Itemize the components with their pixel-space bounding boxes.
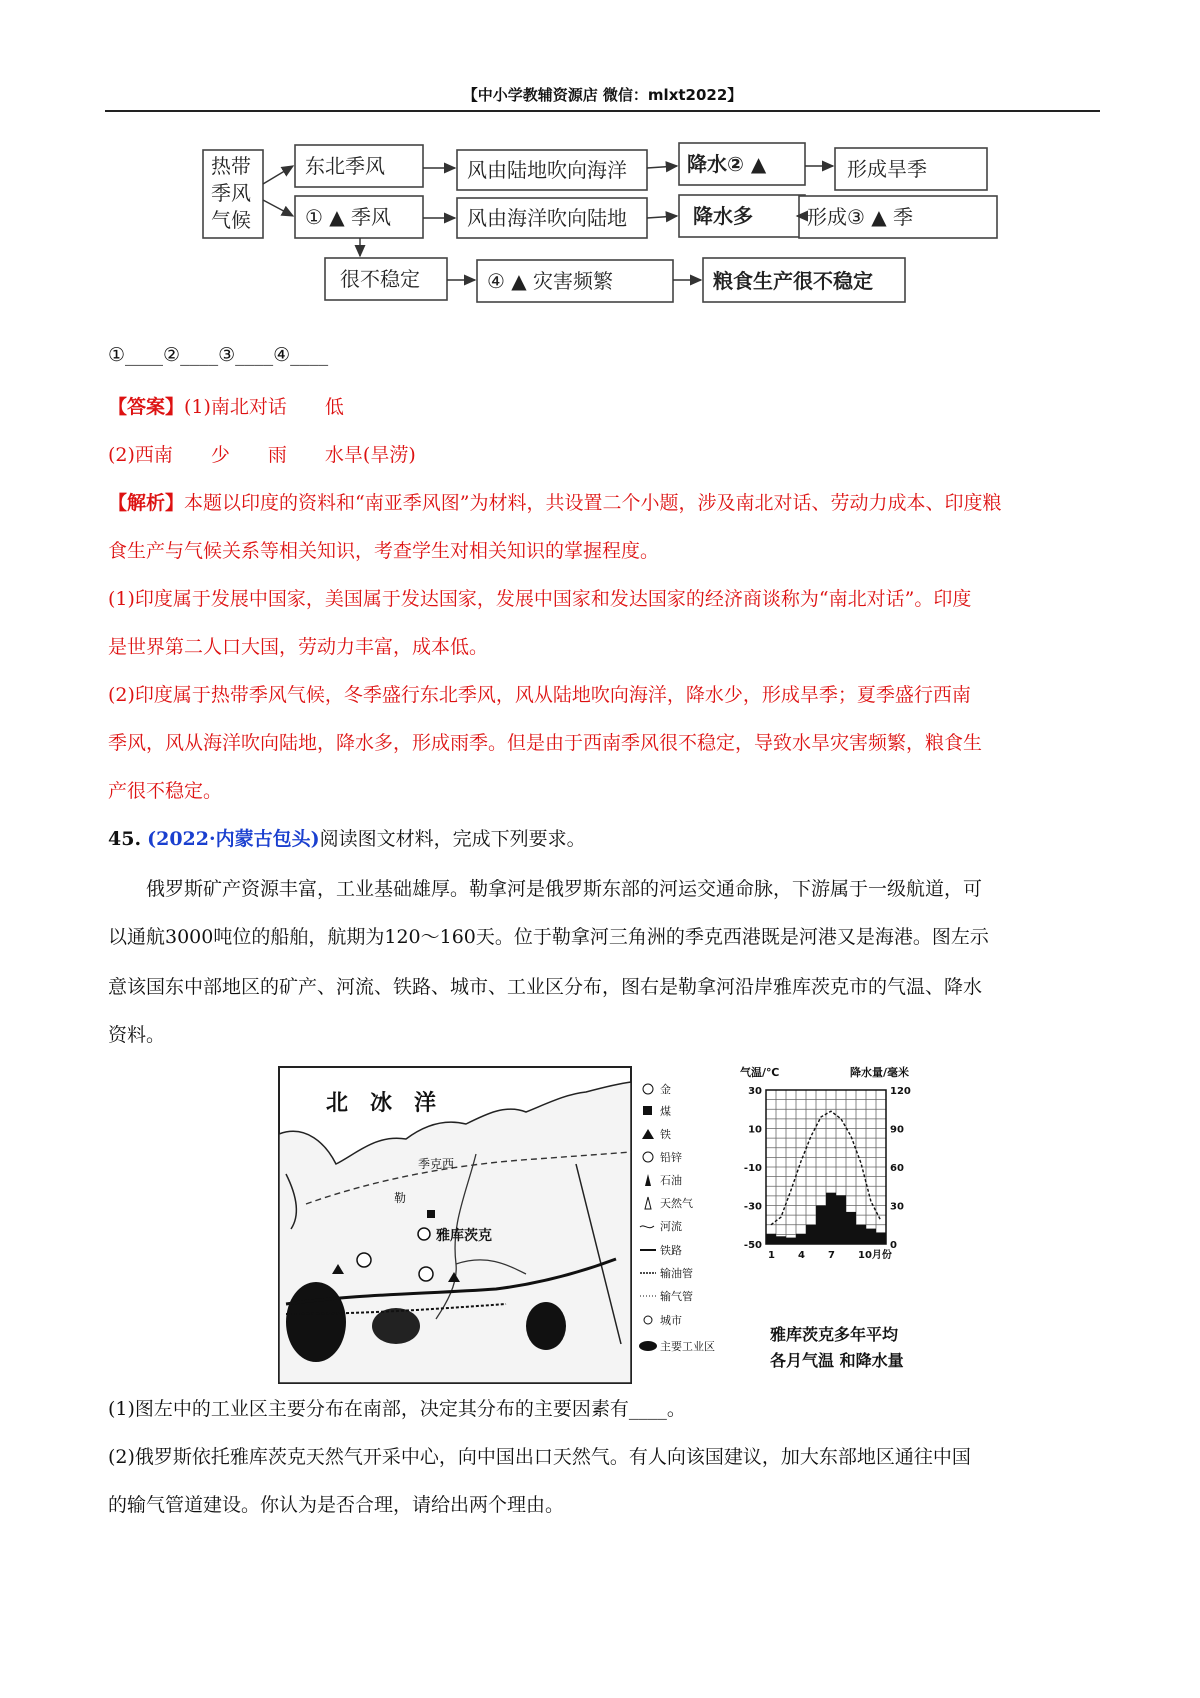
y-right-tick-label: 30	[890, 1201, 904, 1213]
chart-title-line2: 各月气温 和降水量	[770, 1351, 904, 1370]
flow-root-line2: 季风	[211, 181, 251, 205]
question-number: 45.	[108, 828, 142, 850]
legend-river: 河流	[660, 1220, 682, 1233]
precip-bar	[826, 1193, 836, 1244]
flow-r3-c2: ④ ▲ 灾害频繁	[487, 269, 614, 293]
analysis-p3-l3: 产很不稳定。	[108, 780, 223, 802]
answer-text1: (1)南北对话 低	[184, 396, 344, 418]
material-l1: 俄罗斯矿产资源丰富，工业基础雄厚。勒拿河是俄罗斯东部的河运交通命脉，下游属于一级航道，可	[146, 878, 983, 900]
precip-bar	[796, 1234, 806, 1244]
legend-gold: 金	[660, 1083, 671, 1096]
analysis-p1-l1	[108, 488, 1001, 515]
legend-oil: 石油	[660, 1174, 682, 1187]
page-header: 【中小学教辅资源店 微信：mlxt2022】	[462, 86, 743, 104]
material-l3: 意该国东中部地区的矿产、河流、铁路、城市、工业区分布，图右是勒拿河沿岸雅库茨克市的气温、降水	[108, 976, 983, 998]
x-tick-label: 4	[798, 1250, 805, 1261]
legend-oil-pipeline: 输油管	[660, 1267, 693, 1280]
question-sub1: (1)图左中的工业区主要分布在南部，决定其分布的主要因素有____。	[108, 1398, 686, 1420]
flow-root-line3: 气候	[211, 208, 251, 232]
legend-industrial-zone: 主要工业区	[660, 1340, 715, 1353]
analysis-p3-l2: 季风，风从海洋吹向陆地，降水多，形成雨季。但是由于西南季风很不稳定，导致水旱灾害频繁，粮食生	[108, 732, 983, 754]
legend-gas-pipeline: 输气管	[660, 1290, 693, 1303]
legend-railway: 铁路	[660, 1244, 682, 1257]
header-rule	[105, 110, 1100, 112]
precip-bar	[806, 1225, 816, 1244]
y-right-tick-label: 120	[890, 1086, 911, 1097]
flow-root-line1: 热带	[211, 154, 251, 178]
analysis-p1-l2: 食生产与气候关系等相关知识，考查学生对相关知识的掌握程度。	[108, 540, 660, 562]
flow-r3-c1: 很不稳定	[340, 267, 420, 291]
monsoon-flowchart	[195, 140, 1015, 330]
map-city-tiksi: 季克西	[418, 1157, 455, 1171]
precip-bar	[846, 1212, 856, 1244]
flow-r2-c3: 降水多	[693, 204, 753, 228]
flow-r2-c1: ① ▲ 季风	[305, 205, 392, 229]
y-right-tick-label: 90	[890, 1124, 904, 1136]
analysis-p2-l1: (1)印度属于发展中国家，美国属于发达国家，发展中国家和发达国家的经济商谈称为“南北对话”。印度	[108, 588, 972, 610]
chart-ylabel-left: 气温/℃	[740, 1066, 780, 1079]
analysis-p2-l2: 是世界第二人口大国，劳动力丰富，成本低。	[108, 636, 489, 658]
precip-bar	[766, 1234, 776, 1244]
y-left-tick-label: 30	[748, 1086, 762, 1097]
question-prompt: 阅读图文材料，完成下列要求。	[319, 828, 586, 850]
answer-label: 【答案】	[108, 396, 185, 418]
y-left-tick-label: 10	[748, 1124, 762, 1136]
y-right-tick-label: 0	[890, 1240, 897, 1251]
question-45-heading	[108, 824, 586, 851]
flow-r1-c3: 降水② ▲	[687, 152, 767, 176]
x-tick-label: 7	[828, 1250, 835, 1261]
chart-title-line1: 雅库茨克多年平均	[770, 1325, 899, 1344]
legend-gas: 天然气	[660, 1197, 693, 1210]
x-tick-label: 10月份	[858, 1250, 892, 1261]
map-city-yakutsk: 雅库茨克	[436, 1228, 492, 1244]
analysis-p3-l1: (2)印度属于热带季风气候，冬季盛行东北季风，风从陆地吹向海洋，降水少，形成旱季；夏季盛行西南	[108, 684, 971, 706]
precip-bar	[876, 1232, 886, 1244]
map-river-label: 勒	[394, 1191, 407, 1205]
chart-ylabel-right: 降水量/毫米	[850, 1066, 910, 1079]
flow-r1-c1: 东北季风	[305, 154, 385, 178]
precip-bar	[866, 1229, 876, 1244]
y-left-tick-label: -50	[743, 1240, 762, 1251]
precip-bar	[786, 1238, 796, 1244]
question-sub2-l1: (2)俄罗斯依托雅库茨克天然气开采中心，向中国出口天然气。有人向该国建议，加大东部地区通往中国	[108, 1446, 971, 1468]
analysis-p1-text: 本题以印度的资料和“南亚季风图”为材料，共设置二个小题，涉及南北对话、劳动力成本、印度粮	[184, 492, 1002, 514]
question-source: (2022·内蒙古包头)	[147, 828, 320, 850]
yakutsk-climate-chart	[730, 1060, 930, 1386]
precip-bar	[856, 1225, 866, 1244]
precip-bar	[836, 1195, 846, 1244]
blanks-line: ①____②____③____④____	[108, 344, 329, 366]
material-l4: 资料。	[108, 1024, 166, 1046]
legend-coal: 煤	[660, 1105, 671, 1118]
y-right-tick-label: 60	[890, 1163, 904, 1174]
analysis-label: 【解析】	[108, 492, 185, 514]
answer-line1	[108, 392, 344, 419]
answer-line2: (2)西南 少 雨 水旱(旱涝)	[108, 444, 416, 466]
material-l2: 以通航3000吨位的船舶，航期为120～160天。位于勒拿河三角洲的季克西港既是河港又是海港。图左示	[108, 926, 989, 948]
flow-r1-c2: 风由陆地吹向海洋	[467, 158, 627, 182]
russia-map-figure	[276, 1064, 752, 1386]
map-ocean-label: 北 冰 洋	[326, 1091, 437, 1116]
legend-lead-zinc: 铅锌	[660, 1151, 682, 1164]
legend-city: 城市	[660, 1314, 682, 1327]
precip-bar	[816, 1206, 826, 1245]
flow-r2-c2: 风由海洋吹向陆地	[467, 206, 627, 230]
flow-r1-c4: 形成旱季	[847, 157, 927, 181]
legend-iron: 铁	[660, 1128, 671, 1141]
precip-bar	[776, 1236, 786, 1244]
question-sub2-l2: 的输气管道建设。你认为是否合理，请给出两个理由。	[108, 1494, 565, 1516]
x-tick-label: 1	[768, 1250, 775, 1261]
flow-r3-c3: 粮食生产很不稳定	[713, 269, 873, 293]
flow-r2-c4: 形成③ ▲ 季	[807, 205, 914, 229]
y-left-tick-label: -30	[743, 1201, 762, 1213]
y-left-tick-label: -10	[743, 1163, 762, 1174]
